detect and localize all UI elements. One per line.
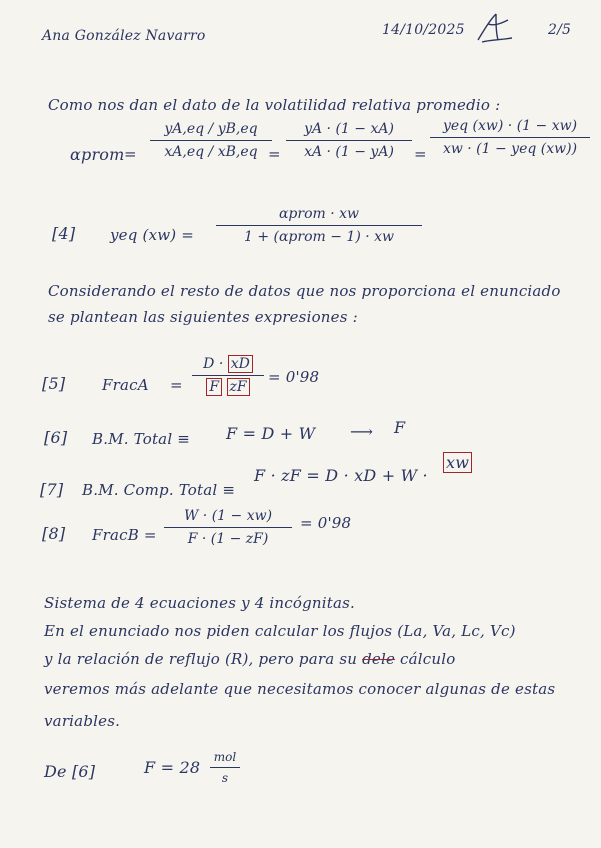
eq8-rhs: = 0'98: [300, 514, 352, 532]
eq5-fraction: [192, 356, 264, 395]
fraction-bar: [210, 767, 240, 768]
eq8-label: [8]: [42, 524, 66, 543]
final-unit: [210, 750, 240, 785]
eq4-lhs: yeq (xw) =: [110, 226, 195, 244]
alpha-f1-den: xA,eq / xB,eq: [164, 144, 258, 161]
alpha-fraction-3: [430, 118, 590, 157]
author-name: Ana González Navarro: [42, 28, 206, 44]
struck-word: dele: [362, 650, 396, 668]
eq8-fraction: [164, 508, 292, 547]
fraction-bar: [286, 140, 412, 141]
eq5-label: [5]: [42, 374, 66, 393]
eq5-den-box-1: F: [206, 378, 222, 396]
fraction-bar: [216, 225, 422, 226]
eq8-num: W · (1 − xw): [183, 508, 273, 524]
fraction-bar: [430, 137, 590, 138]
paragraph2-line-4: veremos más adelante que necesitamos conocer algunas de estas: [44, 680, 556, 698]
eq4-den: 1 + (αprom − 1) · xw: [243, 229, 395, 246]
alpha-f2-num: yA · (1 − xA): [304, 121, 394, 137]
equals-2: =: [268, 145, 281, 163]
final-unit-num: mol: [213, 750, 237, 764]
eq4-fraction: [216, 206, 422, 245]
signature-icon: [474, 10, 516, 46]
eq6-name: B.M. Total ≡: [92, 430, 191, 448]
alpha-f1-num: yA,eq / yB,eq: [164, 121, 258, 137]
eq7-box: xw: [443, 453, 472, 472]
intro-text: Como nos dan el dato de la volatilidad relativa promedio :: [48, 96, 501, 114]
eq5-den-box-2: zF: [227, 378, 250, 396]
alpha-fraction-2: [286, 121, 412, 160]
alpha-f3-den: xw · (1 − yeq (xw)): [442, 141, 578, 158]
eq4-label: [4]: [52, 224, 76, 243]
eq6-arrow: ⟶: [350, 422, 374, 441]
paragraph2-line-3: y la relación de reflujo (R), pero para su dele cálculo: [44, 650, 456, 668]
paragraph-line-1: Considerando el resto de datos que nos proporciona el enunciado: [48, 282, 561, 300]
eq8-den: F · (1 − zF): [187, 531, 269, 548]
equals-eq5: =: [170, 376, 183, 394]
equals-1: =: [124, 145, 137, 163]
eq7-name: B.M. Comp. Total ≡: [82, 481, 236, 499]
eq5-num-box: xD: [228, 355, 253, 373]
paragraph-line-2: se plantean las siguientes expresiones :: [48, 308, 358, 326]
alpha-fraction-1: [150, 121, 272, 160]
paragraph2-line-2: En el enunciado nos piden calcular los flujos (La, Va, Lc, Vc): [44, 622, 516, 640]
fraction-bar: [150, 140, 272, 141]
paragraph2-line-1: Sistema de 4 ecuaciones y 4 incógnitas.: [44, 594, 356, 612]
eq7-label: [7]: [40, 480, 64, 499]
alpha-f3-num: yeq (xw) · (1 − xw): [442, 118, 578, 134]
eq5-name: FracA: [102, 376, 149, 394]
alpha-lhs: αprom: [70, 145, 125, 164]
final-unit-den: s: [221, 771, 229, 786]
equals-3: =: [414, 145, 427, 163]
eq6-expr: F = D + W: [226, 424, 316, 443]
eq5-rhs: = 0'98: [268, 368, 320, 386]
eq8-name: FracB =: [92, 526, 157, 544]
eq6-label: [6]: [44, 428, 68, 447]
fraction-bar: [164, 527, 292, 528]
alpha-f2-den: xA · (1 − yA): [304, 144, 394, 161]
date: 14/10/2025: [382, 22, 465, 38]
eq6-target: F: [394, 418, 406, 437]
paragraph2-line-5: variables.: [44, 712, 121, 730]
page-number: 2/5: [548, 22, 572, 38]
eq7-expr: F · zF = D · xD + W ·: [254, 466, 428, 485]
fraction-bar: [192, 375, 264, 376]
final-expr: F = 28: [144, 758, 201, 777]
eq5-num-pre: D ·: [203, 356, 224, 372]
eq4-num: αprom · xw: [278, 206, 360, 222]
final-pre: De [6]: [44, 762, 96, 781]
